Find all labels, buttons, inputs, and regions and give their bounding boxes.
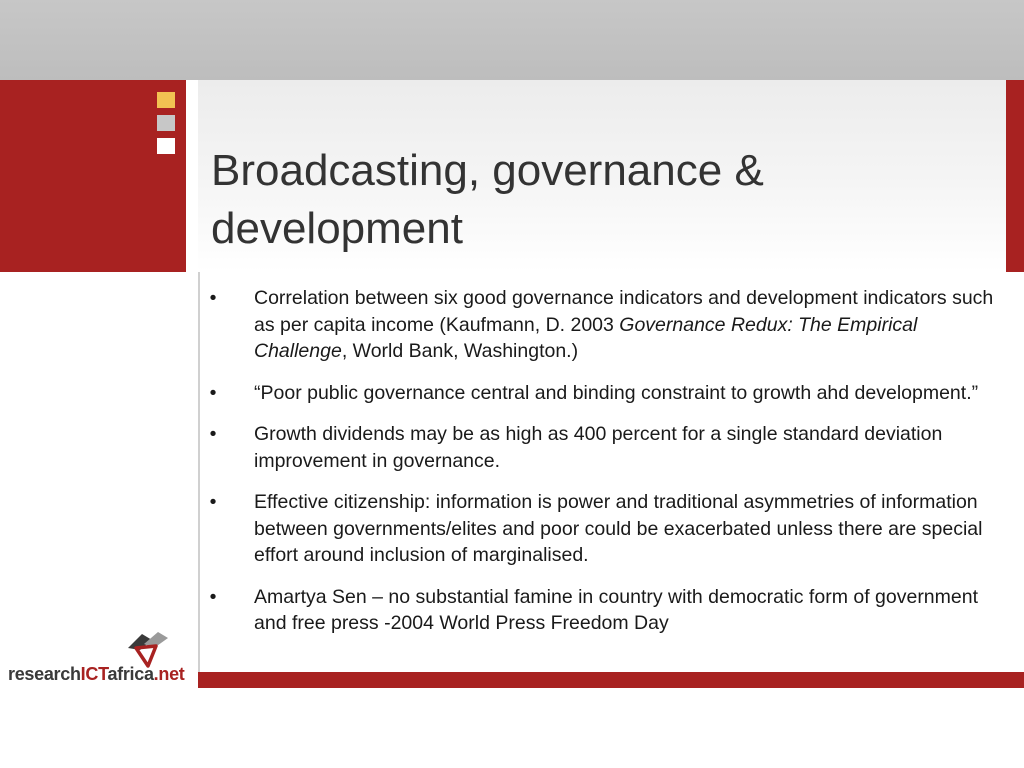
bullet-item [206,584,1006,637]
bullet-marker: • [209,381,217,404]
bullet-text: Effective citizenship: information is power and traditional asymmetries of information between governments/elites and poor could be exacerbated unless there are special effort around inclusion of marginalised. [254,491,983,566]
bullet-text: Growth dividends may be as high as 400 percent for a single standard deviation improvement in governance. [254,423,943,472]
left-accent-block [0,80,186,272]
bullet-text: Amartya Sen – no substantial famine in country with democratic form of government and free press -2004 World Press Freedom Day [254,585,979,634]
bullet-marker: • [209,585,217,608]
bullet-marker: • [209,423,217,445]
bullet-text-tail: , World Bank, Washington.) [341,340,579,362]
logo-word-research: research [8,664,81,684]
bullet-citation-title: Governance Redux: The Empirical Challenge [254,313,918,362]
slide-title-line-2: development [211,204,463,253]
decor-square-gold [157,92,175,108]
research-ict-africa-logo [8,630,183,690]
logo-word-net: .net [153,664,185,684]
right-accent-strip [1006,80,1024,272]
bullet-marker: • [209,287,217,309]
bullet-text: “Poor public governance central and binding constraint to growth ahd development.” [254,381,979,404]
decor-square-grey [157,115,175,131]
bullet-item [206,489,1006,569]
logo-wordmark [8,664,184,685]
bullet-text: Correlation between six good governance indicators and development indicators such as per capita income (Kaufmann, D. 2003 [254,287,994,336]
bottom-accent-bar [198,672,1024,688]
logo-word-ict: ICT [80,664,108,684]
slide-title-line-1: Broadcasting, governance & [211,146,764,195]
bullet-marker: • [209,491,217,513]
decor-square-white [157,138,175,154]
bullet-list [206,285,1006,637]
bullet-item [206,285,1006,365]
slide-title [211,142,991,258]
top-banner [0,0,1024,80]
bullet-item [206,380,1006,407]
logo-word-africa: africa [107,664,154,684]
bullet-item [206,421,1006,474]
logo-mark-icon [126,630,170,668]
vertical-divider [198,272,200,688]
